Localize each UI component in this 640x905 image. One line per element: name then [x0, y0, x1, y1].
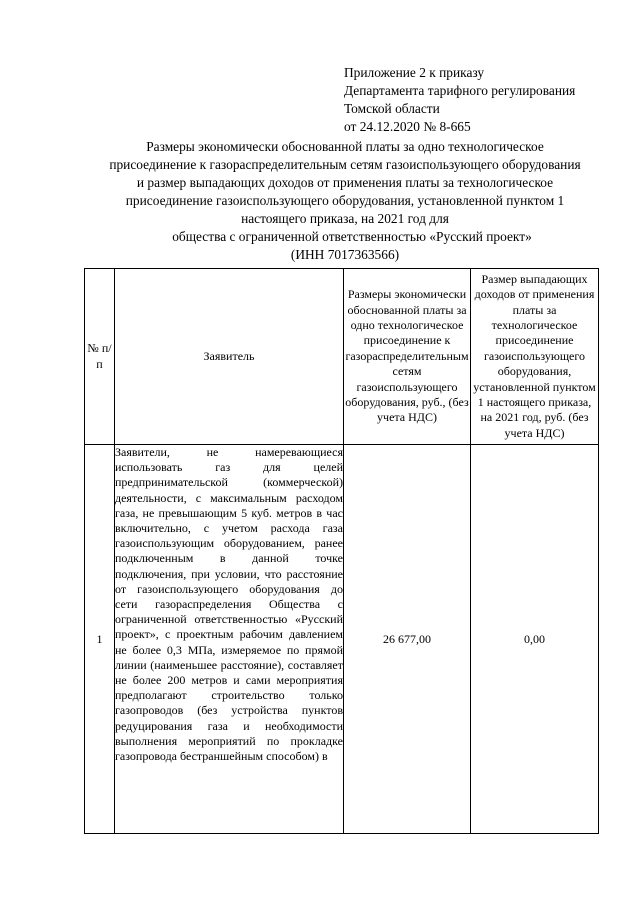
- annex-line: Томской области: [344, 101, 440, 116]
- header-fee: Размеры экономически обоснованной платы за одно технологическое присоединение к газораспределительным сетям газоиспользующего оборудования, руб., (без учета НДС): [344, 269, 471, 445]
- title-line: Размеры экономически обоснованной платы за одно технологическое: [146, 139, 544, 154]
- annex-header: [344, 64, 575, 136]
- header-number: № п/п: [85, 269, 115, 445]
- table-header-row: [85, 269, 599, 445]
- annex-line: Департамента тарифного регулирования: [344, 83, 576, 98]
- annex-line: от 24.12.2020 № 8-665: [344, 119, 471, 134]
- tariff-table: [84, 268, 599, 834]
- title-line: присоединение к газораспределительным сетям газоиспользующего оборудования: [109, 157, 581, 172]
- annex-line: Приложение 2 к приказу: [344, 65, 485, 80]
- header-lost-income: Размер выпадающих доходов от применения платы за технологическое присоединение газоиспользующего оборудования, установленной пунктом 1 настоящего приказа, на 2021 год, руб. (без учета НДС): [471, 269, 599, 445]
- table-row: [85, 445, 599, 834]
- title-line: и размер выпадающих доходов от применения платы за технологическое: [136, 175, 554, 190]
- title-line: настоящего приказа, на 2021 год для: [241, 211, 449, 226]
- title-line: присоединение газоиспользующего оборудования, установленной пунктом 1: [125, 193, 565, 208]
- row-number: 1: [85, 445, 115, 834]
- row-lost-income: 0,00: [471, 445, 599, 834]
- header-applicant: Заявитель: [115, 269, 344, 445]
- title-line: общества с ограниченной ответственностью «Русский проект»: [172, 229, 532, 244]
- document-title: [90, 138, 600, 264]
- row-applicant: Заявители, не намеревающиеся использовать газ для целей предпринимательской (коммерческой) деятельности, с максимальным расходом газа, не превышающим 5 куб. метров в час включительно, с учетом расхода газа газоиспользующим оборудованием, ранее подключенным в данной точке подключения, при условии, что расстояние от газоиспользующего оборудования до сети газораспределения Общества с ограниченной ответственностью «Русский проект», с проектным рабочим давлением не более 0,3 МПа, измеряемое по прямой линии (наименьшее расстояние), составляет не более 200 метров и сами мероприятия предполагают строительство только газопроводов (без устройства пунктов редуцирования газа и необходимости выполнения мероприятий по прокладке газопровода бестраншейным способом) в: [115, 445, 344, 834]
- title-line: (ИНН 7017363566): [290, 247, 400, 262]
- row-fee: 26 677,00: [344, 445, 471, 834]
